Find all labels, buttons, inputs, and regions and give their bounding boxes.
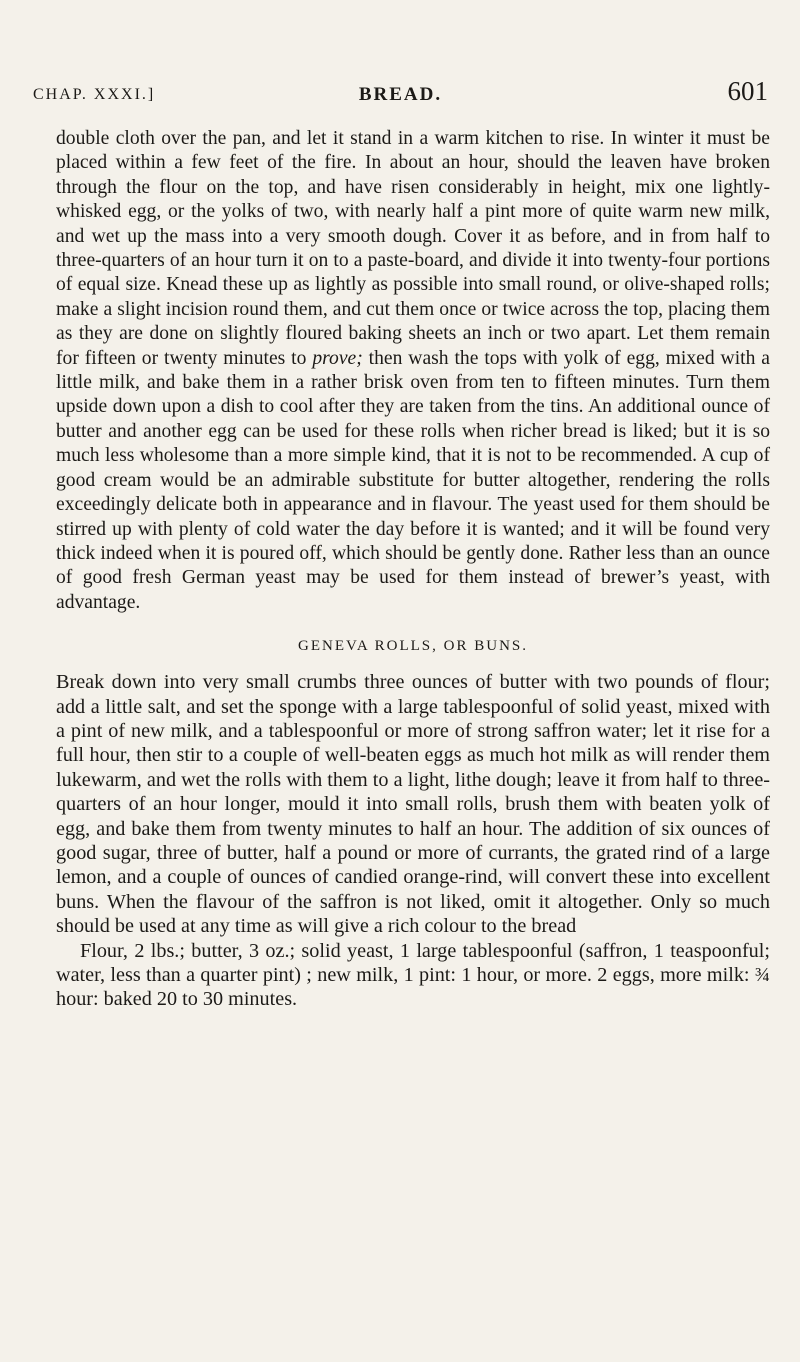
page-header [33,76,768,116]
paragraph-text: then wash the tops with yolk of egg, mixed with a little milk, and bake them in a rather brisk oven from ten to fifteen minutes. Turn them upside down upon a dish to cool after they are taken from the tins. An additional ounce of butter and another egg can be used for these rolls when richer bread is liked; but it is so much less wholesome than a more simple kind, that it is not to be recommended. A cup of good cream would be an admirable substitute for butter altogether, rendering the rolls exceedingly delicate both in appearance and in flavour. The yeast used for them should be stirred up with plenty of cold water the day before it is wanted; and it will be found very thick indeed when it is poured off, which should be gently done. Rather less than an ounce of good fresh German yeast may be used for them instead of brewer’s yeast, with advantage. [56,347,770,613]
recipe-paragraph: Break down into very small crumbs three ounces of butter with two pounds of flour; add a little salt, and set the sponge with a large tablespoonful of solid yeast, mixed with a pint of new milk, and a tablespoonful or more of strong saffron water; let it rise for a full hour, then stir to a couple of well-beaten eggs as much hot milk as will render them lukewarm, and wet the rolls with them to a light, lithe dough; leave it from half to three-quarters of an hour longer, mould it into small rolls, brush them with beaten yolk of egg, and bake them from twenty minutes to half an hour. The addition of six ounces of good sugar, three of butter, half a pound or more of currants, the grated rind of a large lemon, and a couple of ounces of candied orange-rind, will convert these into excellent buns. When the flavour of the saffron is not liked, omit it altogether. Only so much should be used at any time as will give a rich colour to the bread [56,671,770,938]
ingredients-summary: Flour, 2 lbs.; butter, 3 oz.; solid yeast, 1 large tablespoonful (saffron, 1 teaspoonful; water, less than a quarter pint) ; new milk, 1 pint: 1 hour, or more. 2 eggs, more milk: ¾ hour: baked 20 to 30 minutes. [56,939,770,1011]
italic-term: prove; [312,347,363,369]
paragraph-text: double cloth over the pan, and let it stand in a warm kitchen to rise. In winter it must be placed within a few feet of the fire. In about an hour, should the leaven have broken through the flour on the top, and have risen considerably in height, mix one lightly-whisked egg, or the yolks of two, with nearly half a pint more of quite warm new milk, and wet up the mass into a very smooth dough. Cover it as before, and in from half to three-quarters of an hour turn it on to a paste-board, and divide it into twenty-four portions of equal size. Knead these up as lightly as possible into small round, or olive-shaped rolls; make a slight incision round them, and cut them once or twice across the top, placing them as they are done on slightly floured baking sheets an inch or two apart. Let them remain for fifteen or twenty minutes to [56,128,770,369]
running-title: BREAD. [358,84,443,105]
page-number: 601 [727,76,768,106]
page-body [56,127,770,1012]
paragraph-continued [56,127,770,615]
chapter-label: CHAP. XXXI.] [33,86,156,103]
section-heading: GENEVA ROLLS, OR BUNS. [298,638,528,655]
